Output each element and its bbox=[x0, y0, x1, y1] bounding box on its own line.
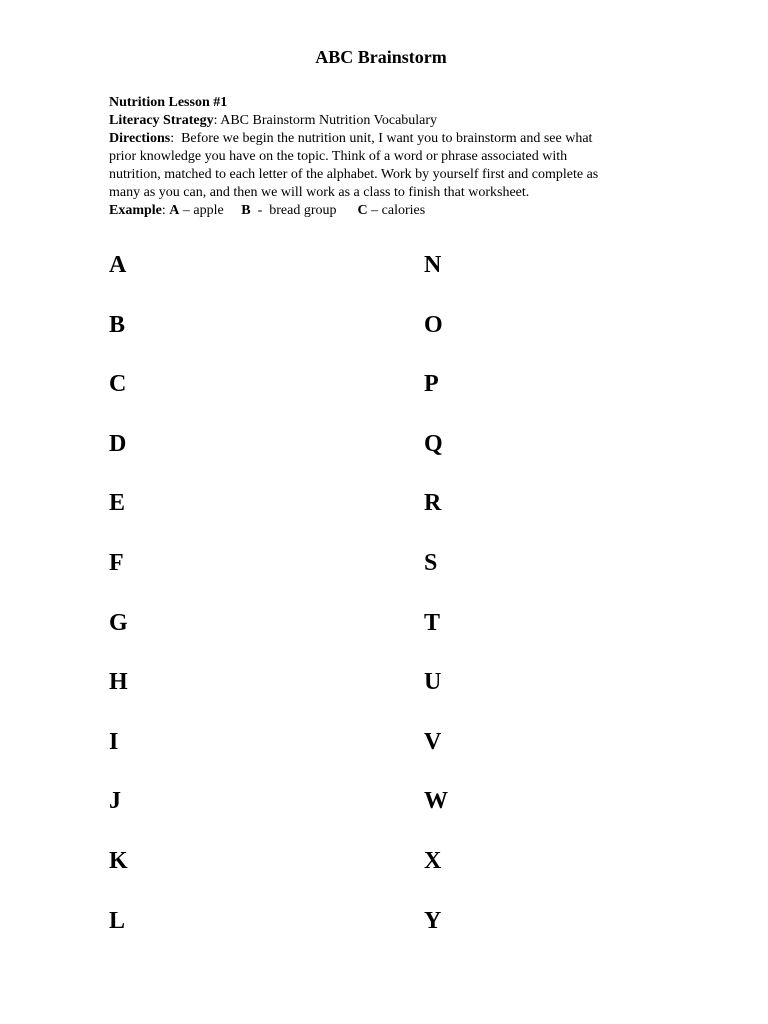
letter-l: L bbox=[109, 907, 126, 934]
letter-t: T bbox=[424, 609, 441, 636]
letter-y: Y bbox=[424, 907, 442, 934]
example-letter-a: A bbox=[169, 203, 180, 218]
example-word-b: bread group bbox=[269, 203, 337, 218]
letter-o: O bbox=[424, 311, 443, 338]
directions-line-1: Directions: Before we begin the nutrition unit, I want you to brainstorm and see what bbox=[109, 131, 593, 146]
letter-x: X bbox=[424, 847, 442, 874]
letter-column-left bbox=[109, 236, 128, 951]
letter-b: B bbox=[109, 311, 126, 338]
letter-f: F bbox=[109, 549, 124, 576]
directions-line-4: many as you can, and then we will work as a class to finish that worksheet. bbox=[109, 185, 530, 200]
letter-r: R bbox=[424, 490, 442, 517]
example-line: Example: A – apple B - bread group C – calories bbox=[109, 203, 426, 218]
example-sep-b: - bbox=[257, 203, 263, 218]
page-title: ABC Brainstorm bbox=[315, 47, 447, 67]
letter-n: N bbox=[424, 252, 442, 278]
letter-d: D bbox=[109, 430, 127, 457]
lesson-label: Nutrition Lesson #1 bbox=[109, 95, 228, 110]
strategy-line: Literacy Strategy: ABC Brainstorm Nutrition Vocabulary bbox=[109, 113, 438, 128]
letter-q: Q bbox=[424, 430, 443, 457]
lesson-heading bbox=[109, 94, 649, 112]
letter-u: U bbox=[424, 669, 442, 696]
letter-p: P bbox=[424, 371, 439, 398]
example-letter-c: C bbox=[357, 203, 368, 218]
letter-w: W bbox=[424, 788, 448, 815]
example-sep-c: – bbox=[371, 203, 379, 218]
example-sep-a: – bbox=[182, 203, 190, 218]
letter-v: V bbox=[424, 728, 442, 755]
example-letter-b: B bbox=[241, 203, 251, 218]
letter-column-right bbox=[424, 236, 448, 951]
letter-i: I bbox=[109, 728, 119, 755]
directions-line-2: prior knowledge you have on the topic. Think of a word or phrase associated with bbox=[109, 149, 568, 164]
directions-label: Directions bbox=[109, 131, 171, 146]
letter-g: G bbox=[109, 609, 128, 636]
directions-text-1: Before we begin the nutrition unit, I want you to brainstorm and see what bbox=[181, 131, 593, 146]
directions-line-3: nutrition, matched to each letter of the alphabet. Work by yourself first and complete as bbox=[109, 167, 599, 182]
letter-c: C bbox=[109, 371, 127, 398]
letter-j: J bbox=[109, 788, 121, 815]
instructions-block bbox=[109, 94, 649, 220]
example-word-a: apple bbox=[193, 203, 224, 218]
example-word-c: calories bbox=[381, 203, 426, 218]
letter-s: S bbox=[424, 549, 438, 576]
strategy-label: Literacy Strategy bbox=[109, 113, 214, 128]
example-label: Example bbox=[109, 203, 162, 218]
strategy-value: ABC Brainstorm Nutrition Vocabulary bbox=[220, 113, 438, 128]
letter-h: H bbox=[109, 669, 128, 696]
letter-a: A bbox=[109, 252, 127, 278]
letter-k: K bbox=[109, 847, 128, 874]
letter-e: E bbox=[109, 490, 126, 517]
